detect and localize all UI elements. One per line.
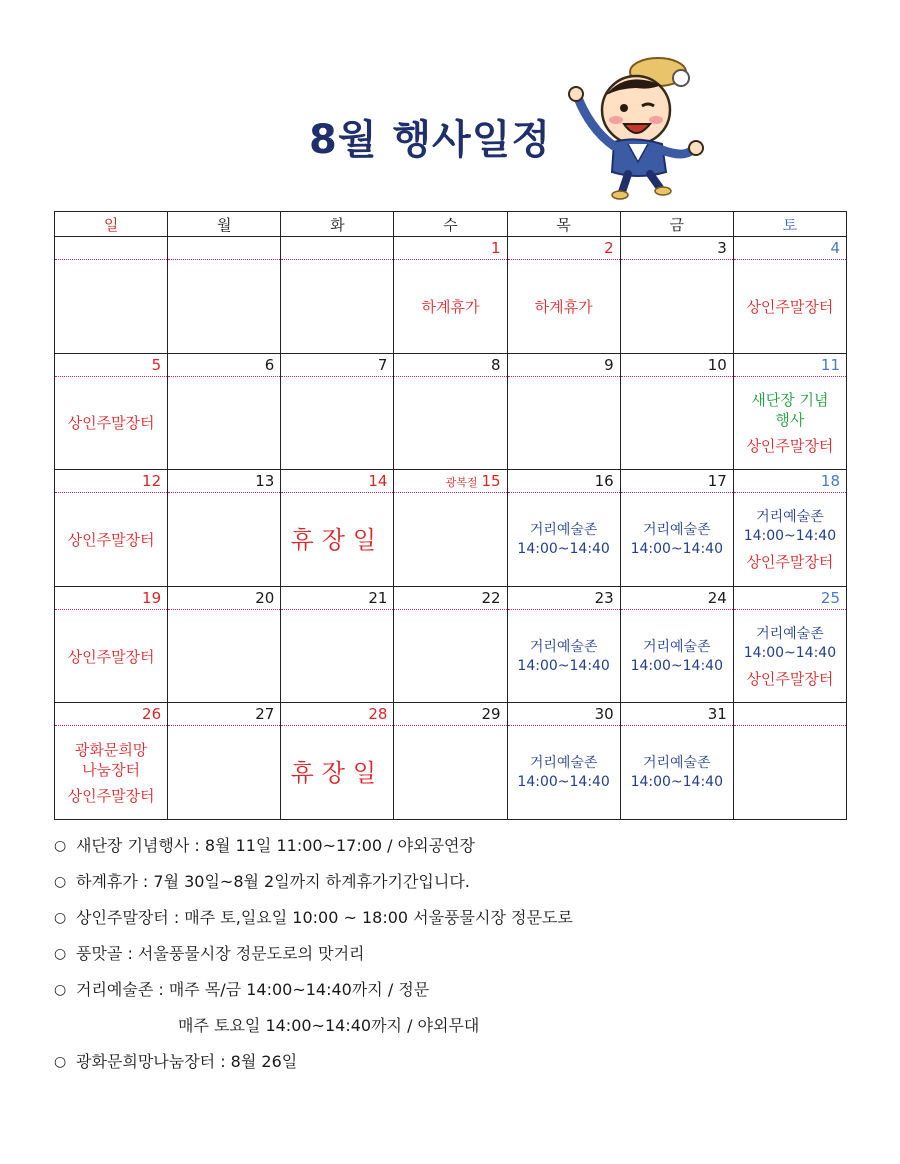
day-number (281, 587, 393, 610)
day-cell (55, 703, 168, 820)
event-text: 14:00~14:40 (517, 540, 610, 557)
day-cell (394, 586, 507, 703)
day-number (168, 354, 280, 377)
day-cell (507, 703, 620, 820)
event-text: 거리예술존 (529, 638, 598, 655)
day-events (508, 378, 620, 470)
day-cell (55, 586, 168, 703)
day-number-text: 29 (481, 705, 501, 724)
day-cell (55, 353, 168, 470)
holiday-label: 광복절 (445, 476, 478, 490)
day-number-text: 30 (594, 705, 614, 724)
day-events (281, 611, 393, 703)
day-number (621, 470, 733, 493)
day-number (55, 470, 167, 493)
day-number (508, 470, 620, 493)
day-number (168, 587, 280, 610)
day-events (508, 611, 620, 703)
event-text: 휴장일 (290, 525, 385, 554)
event-text: 14:00~14:40 (517, 657, 610, 674)
day-cell (281, 703, 394, 820)
day-cell (281, 470, 394, 587)
note-item: ○ 새단장 기념행사 : 8월 11일 11:00~17:00 / 야외공연장 (54, 828, 854, 864)
day-number-text: 10 (707, 355, 727, 374)
day-number (734, 470, 846, 493)
event-text: 휴장일 (290, 759, 385, 788)
day-number (508, 354, 620, 377)
event-text: 거리예술존 (756, 508, 824, 525)
day-cell (620, 237, 733, 354)
day-cell (507, 586, 620, 703)
day-events (394, 494, 506, 586)
day-number-text: 4 (830, 239, 840, 257)
event-text: 상인주말장터 (67, 530, 155, 549)
day-events (621, 611, 733, 703)
event-text: 거리예술존 (642, 755, 711, 772)
day-cell (55, 470, 168, 587)
day-cell (55, 237, 168, 354)
day-events (168, 261, 280, 353)
day-number-text: 17 (707, 472, 727, 491)
event-text: 하계휴가 (534, 297, 593, 316)
day-events (734, 261, 846, 353)
week-row (55, 470, 847, 587)
day-cell (620, 586, 733, 703)
day-number-text: 12 (142, 472, 162, 491)
note-item: ○ 풍맛골 : 서울풍물시장 정문도로의 맛거리 (54, 936, 854, 972)
day-number (621, 237, 733, 260)
weekday-header-row (55, 212, 847, 237)
day-events (734, 494, 846, 586)
day-number-text: 25 (820, 588, 840, 607)
day-number-text: 31 (707, 705, 727, 724)
weekday-friday: 금 (620, 212, 733, 237)
day-number (55, 354, 167, 377)
day-number-text: 22 (481, 588, 501, 607)
day-events (621, 378, 733, 470)
day-cell (394, 353, 507, 470)
day-number (168, 703, 280, 726)
weekday-thursday: 목 (507, 212, 620, 237)
note-item: ○ 상인주말장터 : 매주 토,일요일 10:00 ~ 18:00 서울풍물시장 정문도로 (54, 900, 854, 936)
day-number (394, 237, 506, 260)
day-number-text: 5 (151, 355, 162, 374)
day-number (734, 354, 846, 377)
day-number-text: 7 (377, 355, 388, 374)
event-text: 상인주말장터 (746, 669, 834, 688)
day-number (394, 354, 506, 377)
day-cell (620, 353, 733, 470)
day-events (168, 727, 280, 819)
day-events (55, 611, 167, 703)
day-number-text: 21 (368, 588, 388, 607)
day-number-text: 8 (491, 355, 501, 374)
day-events (281, 378, 393, 470)
day-events (734, 611, 846, 703)
event-text: 상인주말장터 (746, 437, 834, 456)
day-number (55, 703, 167, 726)
day-number (621, 587, 733, 610)
day-number (621, 703, 733, 726)
day-cell (394, 703, 507, 820)
day-cell (620, 703, 733, 820)
event-text: 14:00~14:40 (630, 657, 723, 674)
event-text: 상인주말장터 (67, 414, 155, 433)
event-text: 거리예술존 (756, 625, 824, 642)
day-number (394, 587, 506, 610)
day-number (734, 237, 846, 260)
event-text: 상인주말장터 (746, 297, 834, 316)
day-events (621, 494, 733, 586)
note-item: ○ 광화문희망나눔장터 : 8월 26일 (54, 1044, 854, 1080)
day-number (281, 237, 393, 260)
notes-list (54, 828, 854, 1080)
day-number-text: 13 (255, 472, 275, 491)
day-cell (507, 470, 620, 587)
day-events (281, 261, 393, 353)
day-number-text: 19 (142, 588, 162, 607)
day-cell (168, 586, 281, 703)
day-number (281, 470, 393, 493)
day-number (621, 354, 733, 377)
day-cell (168, 353, 281, 470)
day-events (394, 611, 506, 703)
weekday-sunday: 일 (55, 212, 168, 237)
event-text: 상인주말장터 (67, 787, 155, 806)
day-events (281, 727, 393, 819)
event-text: 거리예술존 (529, 521, 598, 538)
mascot-icon (566, 50, 706, 200)
event-text: 14:00~14:40 (743, 527, 837, 544)
day-number-text: 2 (604, 239, 614, 257)
day-events (734, 378, 846, 470)
day-number-text: 18 (820, 472, 840, 491)
day-number (508, 587, 620, 610)
day-cell (733, 703, 846, 820)
day-events (621, 727, 733, 819)
day-events (55, 261, 167, 353)
day-cell (620, 470, 733, 587)
day-number (394, 470, 506, 493)
day-number-text: 1 (491, 239, 501, 257)
day-number-text: 6 (264, 355, 275, 374)
day-events (394, 378, 506, 470)
day-number (394, 703, 506, 726)
day-events (508, 494, 620, 586)
day-events (394, 261, 506, 353)
week-row (55, 703, 847, 820)
day-cell (733, 353, 846, 470)
day-number (55, 587, 167, 610)
event-text: 14:00~14:40 (630, 774, 723, 791)
weekday-wednesday: 수 (394, 212, 507, 237)
day-number-text: 24 (707, 588, 727, 607)
event-text: 새단장 기념 (751, 391, 829, 410)
note-item: ○ 거리예술존 : 매주 목/금 14:00~14:40까지 / 정문 (54, 972, 854, 1008)
event-text: 14:00~14:40 (517, 774, 610, 791)
day-cell (394, 237, 507, 354)
day-cell (507, 237, 620, 354)
week-row (55, 586, 847, 703)
event-text: 14:00~14:40 (630, 540, 723, 557)
note-item: 매주 토요일 14:00~14:40까지 / 야외무대 (178, 1016, 480, 1035)
page-title: 8월 행사일정 (309, 117, 551, 163)
day-number-text: 9 (604, 355, 614, 374)
day-cell (168, 237, 281, 354)
event-text: 나눔장터 (82, 761, 141, 780)
day-number-text: 26 (142, 705, 162, 724)
day-number-text: 11 (820, 355, 840, 374)
calendar-table (54, 211, 847, 820)
day-number (168, 470, 280, 493)
day-cell (394, 470, 507, 587)
day-number-text: 23 (594, 588, 614, 607)
week-row (55, 237, 847, 354)
day-cell (281, 237, 394, 354)
day-number-text: 28 (368, 705, 388, 724)
day-events (734, 727, 846, 819)
day-number-text: 14 (368, 472, 388, 491)
day-events (168, 378, 280, 470)
event-text: 상인주말장터 (746, 552, 834, 571)
day-cell (168, 703, 281, 820)
day-events (55, 494, 167, 586)
day-cell (507, 353, 620, 470)
day-number (508, 703, 620, 726)
day-cell (281, 586, 394, 703)
day-number (508, 237, 620, 260)
day-cell (733, 586, 846, 703)
event-text: 거리예술존 (642, 521, 711, 538)
day-cell (168, 470, 281, 587)
event-text: 광화문희망 (74, 741, 148, 760)
day-number (734, 703, 846, 726)
event-text: 거리예술존 (529, 755, 598, 772)
note-item: ○ 하계휴가 : 7월 30일~8월 2일까지 하계휴가기간입니다. (54, 864, 854, 900)
day-events (55, 727, 167, 819)
day-events (281, 494, 393, 586)
day-events (168, 611, 280, 703)
day-number-text: 3 (717, 239, 727, 257)
weekday-monday: 월 (168, 212, 281, 237)
day-number-text: 20 (255, 588, 275, 607)
day-cell (281, 353, 394, 470)
event-text: 하계휴가 (421, 297, 480, 316)
day-cell (733, 237, 846, 354)
day-number (281, 703, 393, 726)
event-text: 상인주말장터 (67, 647, 155, 666)
day-events (55, 378, 167, 470)
day-events (168, 494, 280, 586)
day-number-text: 27 (255, 705, 275, 724)
day-number (734, 587, 846, 610)
day-events (508, 727, 620, 819)
day-number-text: 15 (481, 472, 501, 491)
week-row (55, 353, 847, 470)
event-text: 행사 (775, 411, 805, 430)
weekday-tuesday: 화 (281, 212, 394, 237)
event-text: 거리예술존 (642, 638, 711, 655)
day-number (55, 237, 167, 260)
day-events (394, 727, 506, 819)
day-number-text: 16 (594, 472, 614, 491)
weekday-saturday: 토 (733, 212, 846, 237)
day-events (508, 261, 620, 353)
day-number (281, 354, 393, 377)
day-number (168, 237, 280, 260)
day-cell (733, 470, 846, 587)
event-text: 14:00~14:40 (743, 644, 837, 661)
day-events (621, 261, 733, 353)
